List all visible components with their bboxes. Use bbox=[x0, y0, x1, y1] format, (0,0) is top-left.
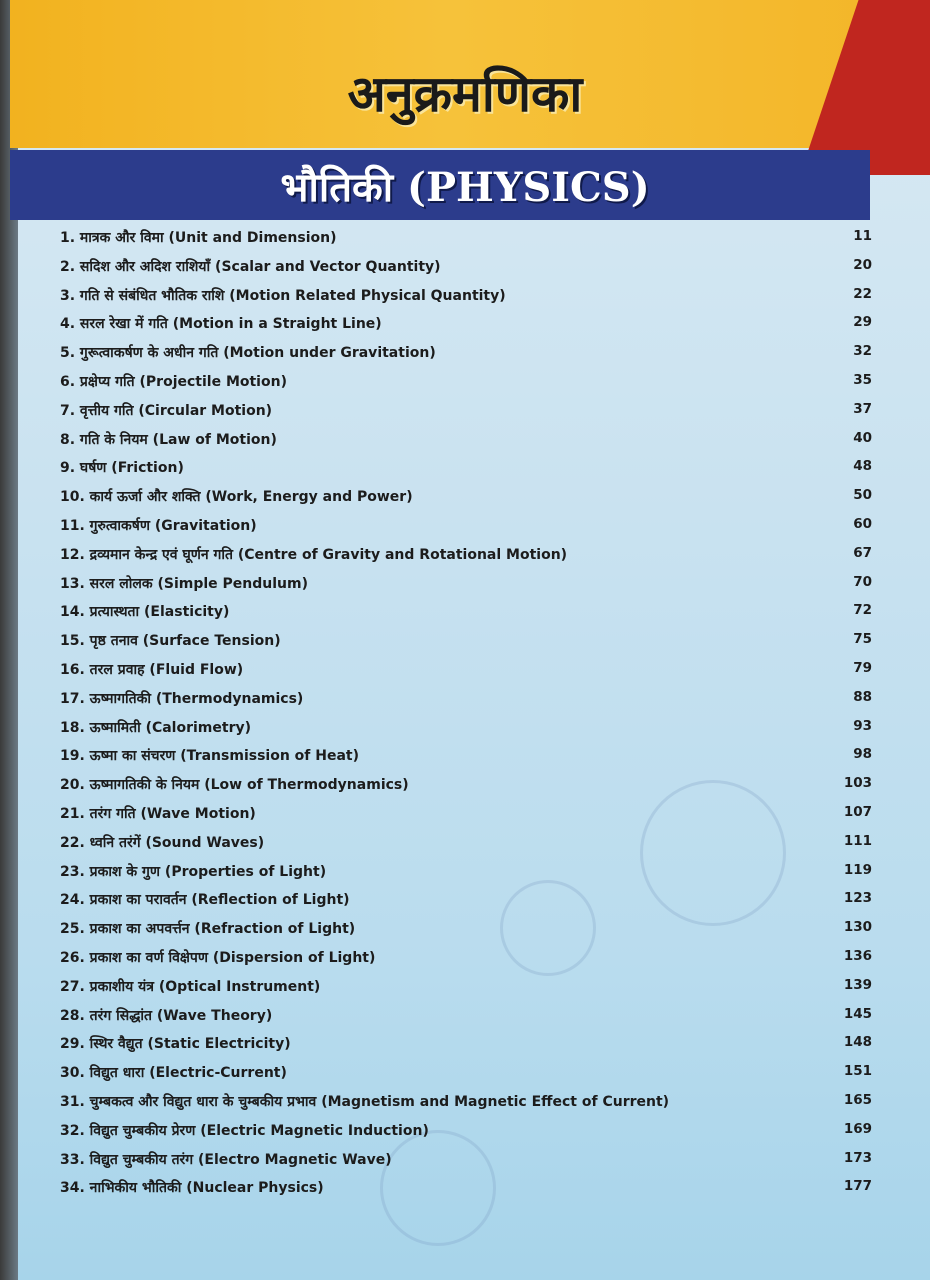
toc-row bbox=[0, 833, 930, 859]
toc-page-number: 93 bbox=[853, 717, 872, 734]
toc-page-number: 29 bbox=[853, 314, 872, 331]
toc-entry-label: 4. सरल रेखा में गति (Motion in a Straight Line) bbox=[60, 316, 382, 333]
toc-page-number: 136 bbox=[843, 948, 872, 964]
toc-entry-label: 19. ऊष्मा का संचरण (Transmission of Heat) bbox=[60, 748, 359, 765]
toc-page-number: 22 bbox=[853, 285, 872, 302]
toc-entry-label: 9. घर्षण (Friction) bbox=[60, 460, 184, 477]
toc-row bbox=[0, 804, 930, 830]
toc-row bbox=[0, 631, 930, 657]
toc-row bbox=[0, 458, 930, 484]
toc-entry-label: 32. विद्युत चुम्बकीय प्रेरण (Electric Magnetic Induction) bbox=[60, 1122, 429, 1139]
toc-page-number: 72 bbox=[853, 602, 872, 619]
toc-page-number: 37 bbox=[853, 400, 872, 417]
toc-page-number: 165 bbox=[843, 1092, 872, 1108]
toc-entry-label: 25. प्रकाश का अपवर्त्तन (Refraction of Light) bbox=[60, 921, 356, 938]
toc-entry-label: 12. द्रव्यमान केन्द्र एवं घूर्णन गति (Centre of Gravity and Rotational Motion) bbox=[60, 546, 568, 563]
toc-row bbox=[0, 1178, 930, 1204]
toc-page-number: 70 bbox=[853, 573, 872, 590]
toc-entry-label: 24. प्रकाश का परावर्तन (Reflection of Light) bbox=[60, 892, 350, 909]
toc-row bbox=[0, 1121, 930, 1147]
toc-row bbox=[0, 574, 930, 600]
toc-entry-label: 29. स्थिर वैद्युत (Static Electricity) bbox=[60, 1036, 291, 1053]
toc-page-number: 20 bbox=[853, 256, 872, 273]
toc-entry-label: 6. प्रक्षेप्य गति (Projectile Motion) bbox=[60, 374, 287, 390]
toc-entry-label: 34. नाभिकीय भौतिकी (Nuclear Physics) bbox=[60, 1180, 324, 1197]
toc-row bbox=[0, 286, 930, 312]
toc-row bbox=[0, 977, 930, 1003]
toc-page-number: 173 bbox=[843, 1149, 872, 1166]
toc-row bbox=[0, 689, 930, 715]
toc-entry-label: 30. विद्युत धारा (Electric-Current) bbox=[60, 1065, 287, 1082]
toc-page-number: 145 bbox=[843, 1005, 872, 1022]
toc-page-number: 75 bbox=[853, 631, 872, 648]
toc-entry-label: 11. गुरुत्वाकर्षण (Gravitation) bbox=[60, 518, 257, 534]
toc-page-number: 103 bbox=[843, 775, 872, 792]
toc-row bbox=[0, 919, 930, 945]
toc-entry-label: 5. गुरूत्वाकर्षण के अधीन गति (Motion under Gravitation) bbox=[60, 345, 436, 362]
toc-entry-label: 14. प्रत्यास्थता (Elasticity) bbox=[60, 604, 230, 621]
toc-page-number: 60 bbox=[853, 516, 872, 532]
toc-entry-label: 18. ऊष्मामिती (Calorimetry) bbox=[60, 719, 252, 736]
toc-row bbox=[0, 1034, 930, 1060]
toc-page-number: 88 bbox=[853, 688, 872, 705]
toc-row bbox=[0, 372, 930, 398]
toc-row bbox=[0, 602, 930, 628]
toc-row bbox=[0, 890, 930, 916]
toc-entry-label: 31. चुम्बकत्व और विद्युत धारा के चुम्बकीय प्रभाव (Magnetism and Magnetic Effect of Current) bbox=[60, 1094, 670, 1110]
toc-row bbox=[0, 257, 930, 283]
toc-page-number: 177 bbox=[843, 1178, 872, 1195]
toc-page-number: 123 bbox=[843, 890, 872, 907]
toc-entry-label: 3. गति से संबंधित भौतिक राशि (Motion Related Physical Quantity) bbox=[60, 287, 506, 304]
toc-row bbox=[0, 948, 930, 974]
toc-row bbox=[0, 545, 930, 571]
toc-row bbox=[0, 746, 930, 772]
toc-page-number: 148 bbox=[843, 1034, 872, 1051]
toc-entry-label: 27. प्रकाशीय यंत्र (Optical Instrument) bbox=[60, 978, 321, 995]
toc-row bbox=[0, 401, 930, 427]
toc-entry-label: 20. ऊष्मागतिकी के नियम (Low of Thermodynamics) bbox=[60, 777, 409, 794]
section-title: भौतिकी (PHYSICS) bbox=[280, 164, 650, 211]
page-title: अनुक्रमणिका bbox=[347, 64, 583, 123]
toc-row bbox=[0, 775, 930, 801]
toc-entry-label: 33. विद्युत चुम्बकीय तरंग (Electro Magnetic Wave) bbox=[60, 1151, 392, 1168]
toc-page-number: 50 bbox=[853, 487, 872, 504]
toc-entry-label: 8. गति के नियम (Law of Motion) bbox=[60, 431, 277, 448]
toc-entry-label: 13. सरल लोलक (Simple Pendulum) bbox=[60, 575, 308, 592]
toc-entry-label: 21. तरंग गति (Wave Motion) bbox=[60, 806, 256, 822]
toc-row bbox=[0, 516, 930, 542]
toc-row bbox=[0, 1006, 930, 1032]
toc-page-number: 35 bbox=[853, 372, 872, 388]
toc-row bbox=[0, 718, 930, 744]
toc-page-number: 48 bbox=[853, 458, 872, 475]
toc-page-number: 139 bbox=[843, 976, 872, 993]
toc-row bbox=[0, 1150, 930, 1176]
toc-entry-label: 1. मात्रक और विमा (Unit and Dimension) bbox=[60, 230, 337, 246]
toc-page-number: 169 bbox=[843, 1120, 872, 1137]
toc-row bbox=[0, 862, 930, 888]
toc-row bbox=[0, 430, 930, 456]
toc-entry-label: 26. प्रकाश का वर्ण विक्षेपण (Dispersion of Light) bbox=[60, 950, 376, 966]
toc-page-number: 79 bbox=[853, 660, 872, 676]
toc-page-number: 11 bbox=[853, 228, 872, 244]
toc-row bbox=[0, 314, 930, 340]
toc-entry-label: 17. ऊष्मागतिकी (Thermodynamics) bbox=[60, 690, 304, 707]
toc-page-number: 67 bbox=[853, 544, 872, 561]
toc-entry-label: 23. प्रकाश के गुण (Properties of Light) bbox=[60, 863, 327, 880]
toc-page-number: 111 bbox=[843, 832, 872, 849]
toc-entry-label: 7. वृत्तीय गति (Circular Motion) bbox=[60, 402, 273, 419]
toc-entry-label: 2. सदिश और अदिश राशियाँ (Scalar and Vector Quantity) bbox=[60, 258, 441, 275]
toc-page-number: 98 bbox=[853, 746, 872, 763]
toc-page-number: 119 bbox=[843, 861, 872, 878]
toc-entry-label: 10. कार्य ऊर्जा और शक्ति (Work, Energy and Power) bbox=[60, 489, 413, 506]
toc-page-number: 151 bbox=[843, 1063, 872, 1080]
toc-page-number: 40 bbox=[853, 429, 872, 446]
toc-entry-label: 16. तरल प्रवाह (Fluid Flow) bbox=[60, 662, 244, 678]
toc-row bbox=[0, 487, 930, 513]
toc-entry-label: 15. पृष्ठ तनाव (Surface Tension) bbox=[60, 633, 281, 650]
toc-page-number: 130 bbox=[843, 919, 872, 936]
toc-row bbox=[0, 660, 930, 686]
toc-row bbox=[0, 343, 930, 369]
toc-page-number: 32 bbox=[853, 343, 872, 360]
toc-entry-label: 22. ध्वनि तरंगें (Sound Waves) bbox=[60, 834, 265, 851]
toc-row bbox=[0, 1092, 930, 1118]
toc-row bbox=[0, 228, 930, 254]
toc-page-number: 107 bbox=[843, 804, 872, 820]
toc-row bbox=[0, 1063, 930, 1089]
toc-entry-label: 28. तरंग सिद्धांत (Wave Theory) bbox=[60, 1007, 273, 1024]
